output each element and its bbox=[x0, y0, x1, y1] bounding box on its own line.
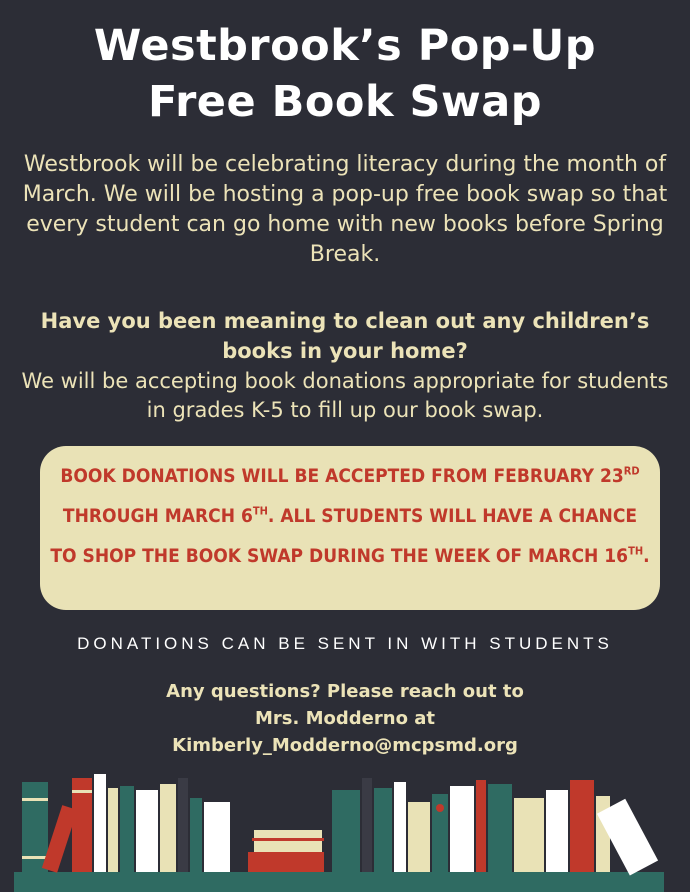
notice-part-4: . bbox=[643, 545, 650, 567]
notice-sup-3: TH bbox=[628, 544, 644, 558]
stacked-books bbox=[248, 830, 324, 872]
intro-paragraph: Westbrook will be celebrating literacy during the month of March. We will be hosting a pop-up free book swap so that every student can go home with new books before Spring Break. bbox=[22, 152, 668, 267]
notice-sup-2: TH bbox=[252, 504, 268, 518]
bookshelf-illustration bbox=[0, 768, 690, 892]
books-right-group bbox=[332, 778, 658, 876]
books-left-group bbox=[22, 774, 230, 873]
donations-banner: DONATIONS CAN BE SENT IN WITH STUDENTS bbox=[77, 634, 613, 653]
notice-part-3: . ALL STUDENTS WILL HAVE A CHANCE TO SHOP THE BOOK SWAP DURING THE WEEK OF MARCH 16 bbox=[50, 505, 638, 567]
title-line-1: Westbrook’s Pop-Up bbox=[93, 21, 597, 71]
notice-part-2: THROUGH MARCH 6 bbox=[62, 505, 253, 527]
shelf bbox=[14, 872, 664, 892]
accepting-paragraph: We will be accepting book donations appropriate for students in grades K-5 to fill up our book swap. bbox=[21, 369, 669, 422]
notice-box bbox=[40, 446, 660, 610]
donation-question: Have you been meaning to clean out any children’s books in your home? bbox=[40, 309, 650, 363]
flyer-title bbox=[0, 18, 690, 130]
contact-block bbox=[20, 678, 670, 759]
contact-email-link[interactable]: Kimberly_Modderno@mcpsmd.org bbox=[172, 735, 518, 756]
notice-part-1: BOOK DONATIONS WILL BE ACCEPTED FROM FEBRUARY 23 bbox=[60, 465, 624, 487]
contact-line-2: Mrs. Modderno at bbox=[255, 708, 435, 729]
contact-line-1: Any questions? Please reach out to bbox=[166, 681, 524, 702]
title-line-2: Free Book Swap bbox=[147, 77, 543, 127]
notice-text bbox=[50, 456, 650, 576]
notice-sup-1: RD bbox=[623, 464, 640, 478]
